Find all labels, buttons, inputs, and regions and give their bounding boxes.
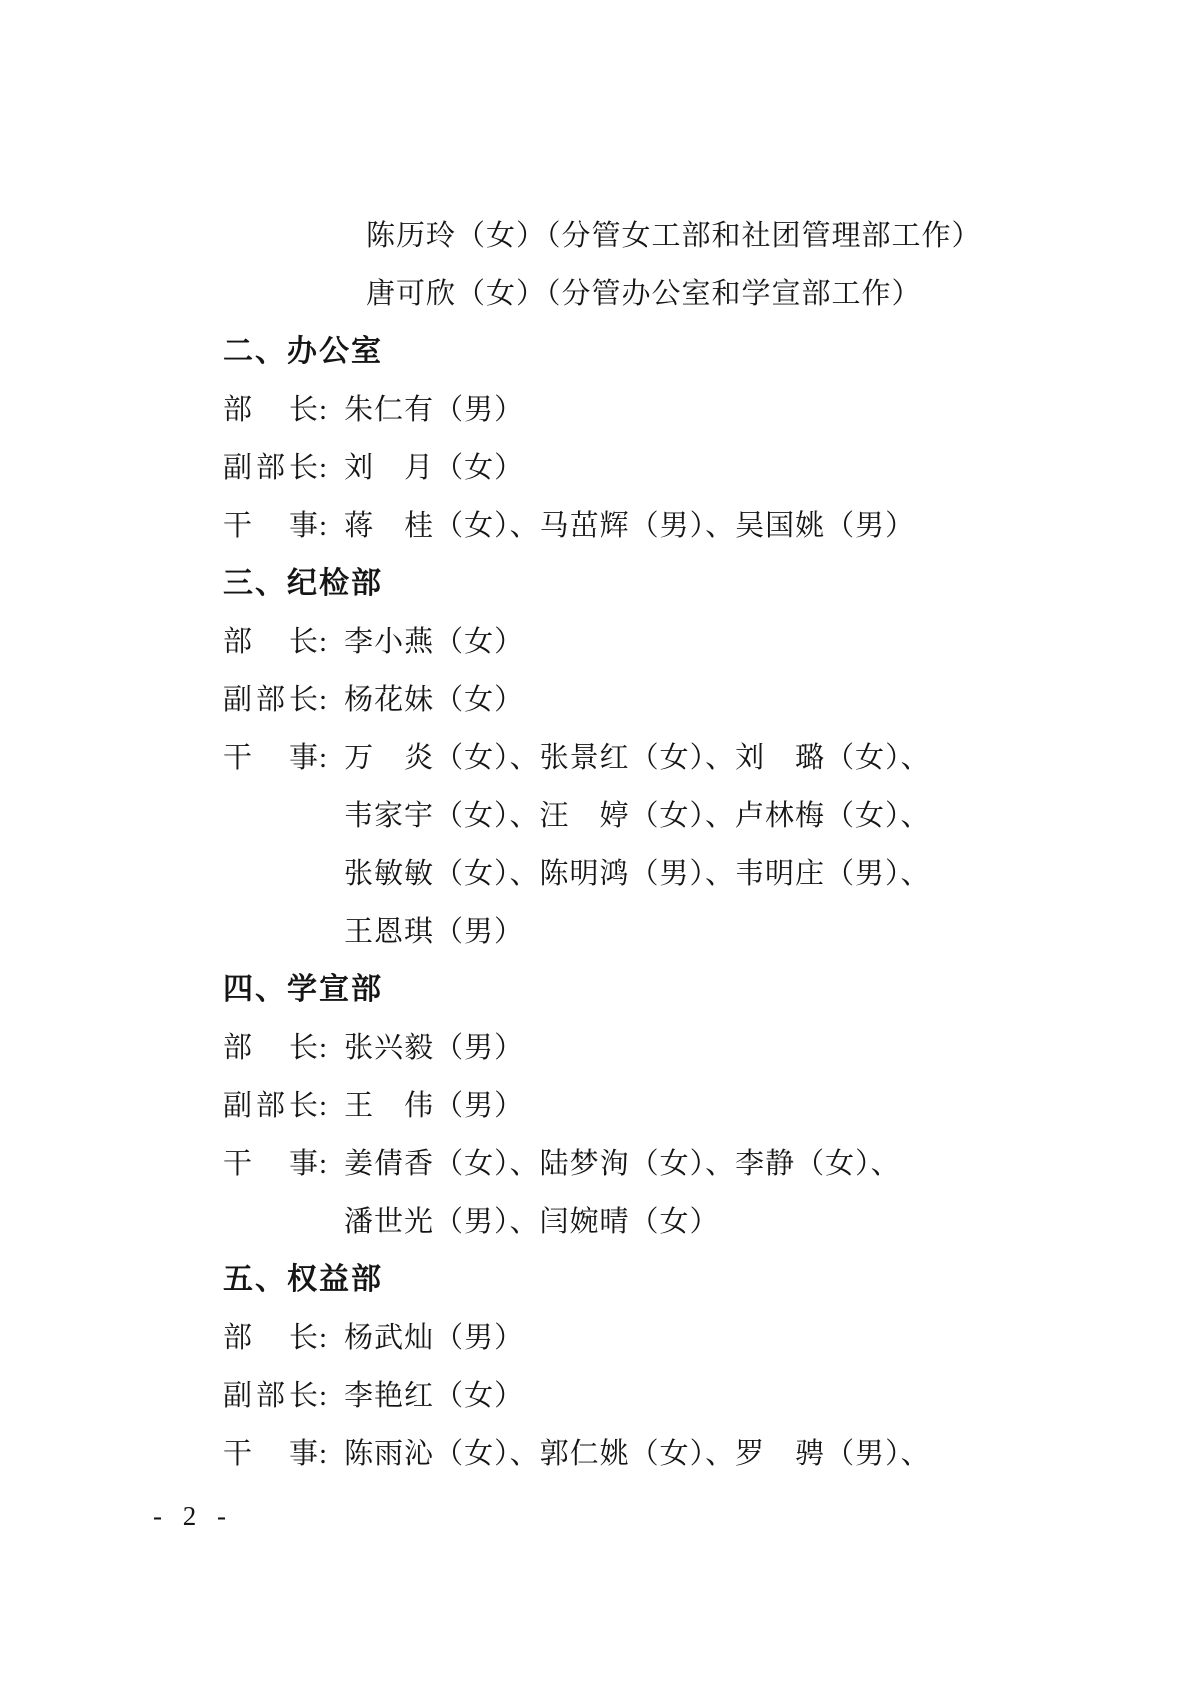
member-continuation: 潘世光（男）、闫婉晴（女） bbox=[344, 1206, 720, 1238]
role-label: 干事 bbox=[223, 742, 319, 774]
member-row bbox=[223, 613, 1191, 671]
colon: : bbox=[319, 452, 329, 484]
role-label: 部长 bbox=[223, 394, 319, 426]
role-label: 副部长 bbox=[223, 1090, 319, 1122]
member-row bbox=[223, 1019, 1191, 1077]
role-label: 部长 bbox=[223, 1032, 319, 1064]
colon: : bbox=[319, 1438, 329, 1470]
member-row bbox=[223, 1309, 1191, 1367]
member-row bbox=[223, 671, 1191, 729]
member-names: 王 伟（男） bbox=[344, 1090, 525, 1122]
member-names: 万 炎（女）、张景红（女）、刘 璐（女）、 bbox=[344, 742, 931, 774]
section-heading: 二、办公室 bbox=[223, 335, 383, 368]
member-row bbox=[223, 381, 1191, 439]
member-names: 姜倩香（女）、陆梦洵（女）、李静（女）、 bbox=[344, 1148, 901, 1180]
role-label: 部长 bbox=[223, 626, 319, 658]
member-row bbox=[223, 1077, 1191, 1135]
member-continuation: 韦家宇（女）、汪 婷（女）、卢林梅（女）、 bbox=[344, 800, 931, 832]
colon: : bbox=[319, 1380, 329, 1412]
colon: : bbox=[319, 626, 329, 658]
member-names: 朱仁有（男） bbox=[344, 394, 525, 426]
member-names: 张兴毅（男） bbox=[344, 1032, 525, 1064]
page-number: - 2 - bbox=[153, 1501, 233, 1531]
colon: : bbox=[319, 394, 329, 426]
member-row bbox=[223, 729, 1191, 787]
section-heading: 四、学宣部 bbox=[223, 973, 383, 1006]
member-names: 陈雨沁（女）、郭仁姚（女）、罗 骋（男）、 bbox=[344, 1438, 931, 1470]
colon: : bbox=[319, 1090, 329, 1122]
member-names: 李艳红（女） bbox=[344, 1380, 525, 1412]
role-label: 副部长 bbox=[223, 1380, 319, 1412]
member-names: 杨武灿（男） bbox=[344, 1322, 525, 1354]
member-names: 李小燕（女） bbox=[344, 626, 525, 658]
member-row bbox=[223, 497, 1191, 555]
role-label: 干事 bbox=[223, 510, 319, 542]
colon: : bbox=[319, 1322, 329, 1354]
member-continuation: 王恩琪（男） bbox=[344, 916, 525, 948]
role-label: 副部长 bbox=[223, 452, 319, 484]
member-row bbox=[223, 1425, 1191, 1483]
section-heading: 三、纪检部 bbox=[223, 567, 383, 600]
intro-line: 唐可欣（女）（分管办公室和学宣部工作） bbox=[366, 278, 922, 310]
member-row bbox=[223, 439, 1191, 497]
member-row bbox=[223, 1367, 1191, 1425]
member-continuation: 张敏敏（女）、陈明鸿（男）、韦明庄（男）、 bbox=[344, 858, 931, 890]
member-names: 杨花妹（女） bbox=[344, 684, 525, 716]
role-label: 部长 bbox=[223, 1322, 319, 1354]
colon: : bbox=[319, 510, 329, 542]
colon: : bbox=[319, 1148, 329, 1180]
role-label: 干事 bbox=[223, 1148, 319, 1180]
member-row bbox=[223, 1135, 1191, 1193]
colon: : bbox=[319, 742, 329, 774]
member-names: 蒋 桂（女）、马茁辉（男）、吴国姚（男） bbox=[344, 510, 916, 542]
role-label: 副部长 bbox=[223, 684, 319, 716]
colon: : bbox=[319, 684, 329, 716]
role-label: 干事 bbox=[223, 1438, 319, 1470]
member-names: 刘 月（女） bbox=[344, 452, 525, 484]
intro-line: 陈历玲（女）（分管女工部和社团管理部工作） bbox=[366, 220, 982, 252]
section-heading: 五、权益部 bbox=[223, 1263, 383, 1296]
colon: : bbox=[319, 1032, 329, 1064]
